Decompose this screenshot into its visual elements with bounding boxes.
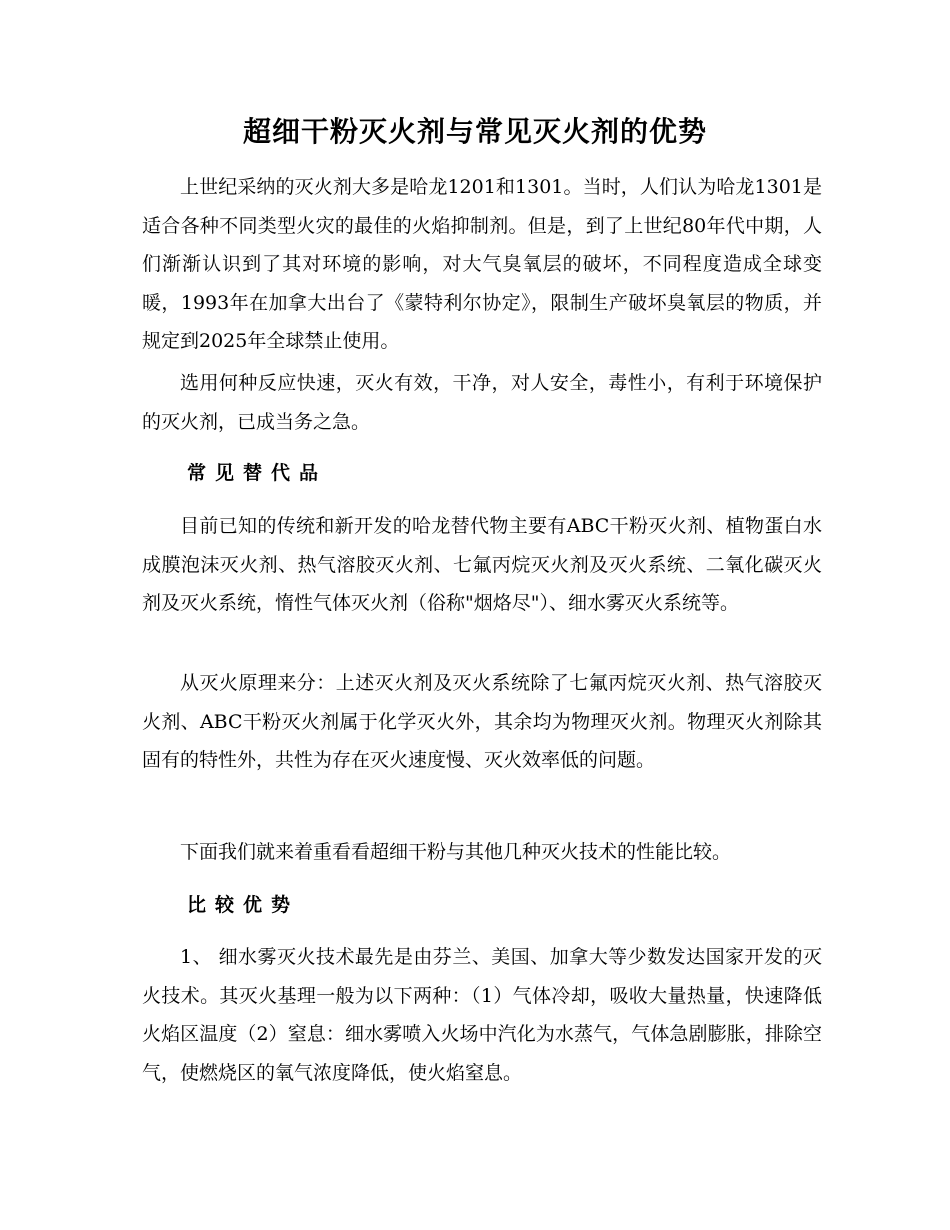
section-heading-advantages: 比较优势 [187,894,300,916]
paragraph-extinguishing-principle: 从灭火原理来分：上述灭火剂及灭火系统除了七氟丙烷灭火剂、热气溶胶灭火剂、ABC干粉灭火剂属于化学灭火外，其余均为物理灭火剂。物理灭火剂除其固有的特性外，共性为存在灭火速度慢、灭火效率低的问题。 [142,672,822,771]
paragraph-water-mist: 1、 细水雾灭火技术最先是由芬兰、美国、加拿大等少数发达国家开发的灭火技术。其灭火基理一般为以下两种：（1）气体冷却，吸收大量热量，快速降低火焰区温度（2）窒息：细水雾喷入火场中汽化为水蒸气，气体急剧膨胀，排除空气，使燃烧区的氧气浓度降低，使火焰窒息。 [142,946,822,1084]
paragraph-urgent-need: 选用何种反应快速，灭火有效，干净，对人安全，毒性小，有利于环境保护的灭火剂，已成当务之急。 [142,372,822,433]
paragraph-halon-substitutes: 目前已知的传统和新开发的哈龙替代物主要有ABC干粉灭火剂、植物蛋白水成膜泡沫灭火剂、热气溶胶灭火剂、七氟丙烷灭火剂及灭火系统、二氧化碳灭火剂及灭火系统，惰性气体灭火剂（俗称"烟烙尽"）、细水雾灭火系统等。 [142,515,822,614]
section-heading-substitutes: 常见替代品 [187,462,328,484]
paragraph-comparison-intro: 下面我们就来着重看看超细干粉与其他几种灭火技术的性能比较。 [180,841,732,863]
document-title: 超细干粉灭火剂与常见灭火剂的优势 [242,115,707,148]
paragraph-halon-history: 上世纪采纳的灭火剂大多是哈龙1201和1301。当时，人们认为哈龙1301是适合各种不同类型火灾的最佳的火焰抑制剂。但是，到了上世纪80年代中期，人们渐渐认识到了其对环境的影响，对大气臭氧层的破坏，不同程度造成全球变暖，1993年在加拿大出台了《蒙特利尔协定》，限制生产破坏臭氧层的物质，并规定到2025年全球禁止使用。 [142,176,822,352]
